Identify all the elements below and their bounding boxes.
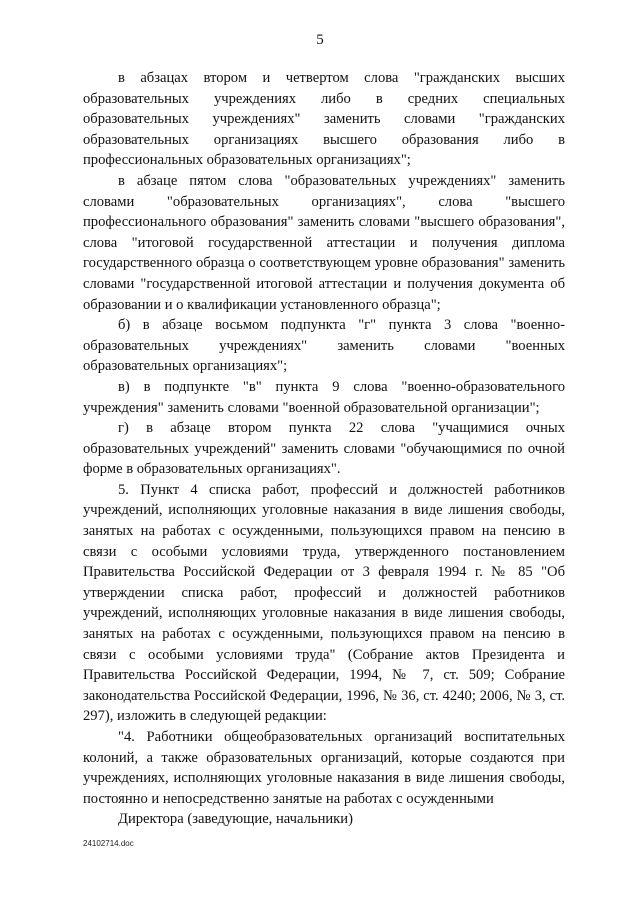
paragraph-item-b: б) в абзаце восьмом подпункта "г" пункта 3 слова "военно-образовательных учреждениях" заменить словами "военных образовательных организациях"; — [83, 317, 565, 375]
paragraph-item-v: в) в подпункте "в" пункта 9 слова "военно-образовательного учреждения" заменить словами "военной образовательной организации"; — [83, 378, 565, 416]
page-number: 5 — [316, 32, 324, 48]
paragraph-new-point-4: "4. Работники общеобразовательных организаций воспитательных колоний, а также образовательных организаций, которые создаются при учреждениях, исполняющих уголовные наказания в виде лишения свободы, постоянно и непосредственно занятые на работах с осужденными — [83, 729, 565, 807]
document-file-code: 24102714.doc — [83, 839, 134, 848]
document-body — [83, 68, 565, 830]
paragraph-abzats-pyatom: в абзаце пятом слова "образовательных учреждениях" заменить словами "образовательных организациях", слова "высшего профессионального образования" заменить словами "высшего образования", слова "итоговой государственной аттестации и получения диплома государственного образца о соответствующем уровне образования" заменить словами "государственной итоговой аттестации и получения документа об образовании и о квалификации установленного образца"; — [83, 172, 565, 313]
paragraph-item-g: г) в абзаце втором пункта 22 слова "учащимися очных образовательных учреждений" заменить словами "обучающимися по очной форме в образовательных организациях". — [83, 420, 565, 478]
paragraph-directors: Директора (заведующие, начальники) — [118, 811, 353, 828]
paragraph-abzatsy-vtorom-chetvertom: в абзацах втором и четвертом слова "гражданских высших образовательных учреждениях либо в средних специальных образовательных учреждениях" заменить словами "гражданских образовательных организациях высшего образования либо в профессиональных образовательных организациях"; — [83, 70, 565, 169]
paragraph-point-5: 5. Пункт 4 списка работ, профессий и должностей работников учреждений, исполняющих уголовные наказания в виде лишения свободы, занятых на работах с осужденными, пользующихся правом на пенсию в связи с особыми условиями труда, утвержденного постановлением Правительства Российской Федерации от 3 февраля 1994 г. № 85 "Об утверждении списка работ, профессий и должностей работников учреждений, исполняющих уголовные наказания в виде лишения свободы, занятых на работах с осужденными, пользующихся правом на пенсию в связи с особыми условиями труда" (Собрание актов Президента и Правительства Российской Федерации, 1994, № 7, ст. 509; Собрание законодательства Российской Федерации, 1996, № 36, ст. 4240; 2006, № 3, ст. 297), изложить в следующей редакции: — [83, 481, 565, 725]
